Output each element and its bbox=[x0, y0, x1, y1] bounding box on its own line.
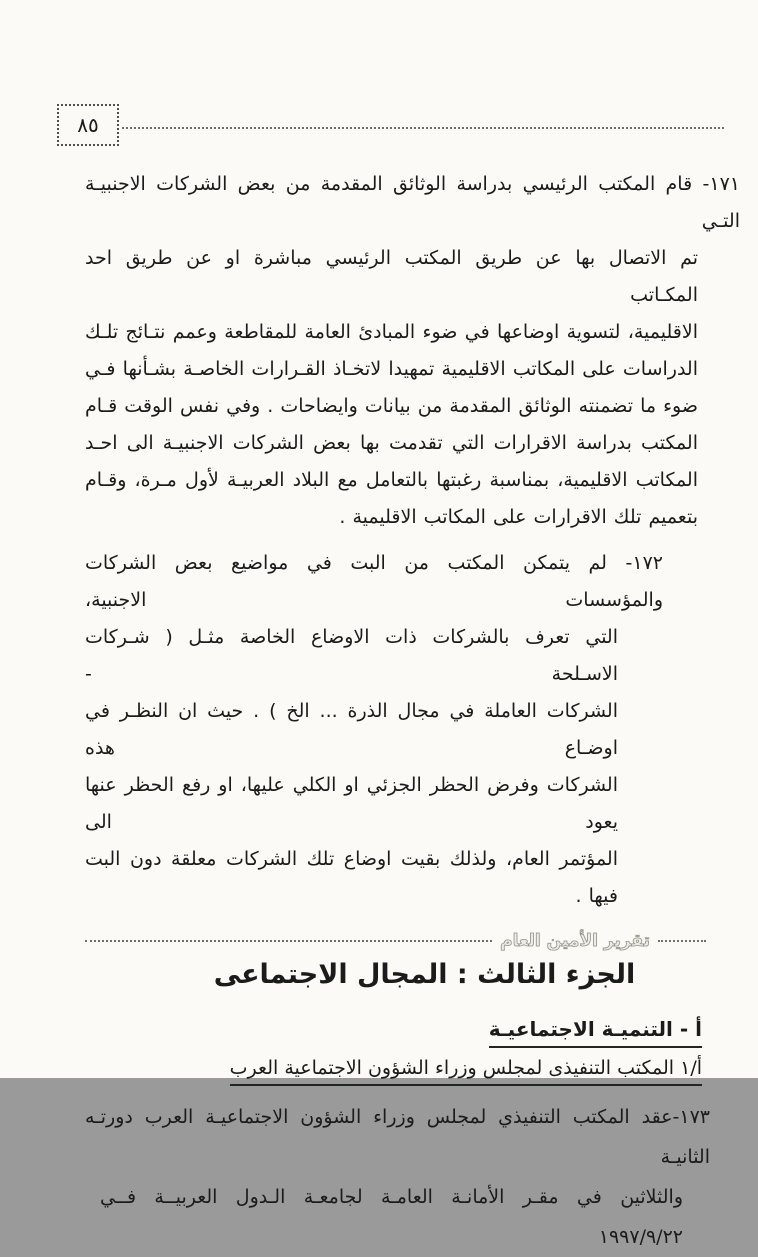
footer-title: تقرير الأمين العام bbox=[500, 931, 650, 951]
paragraph-line: الشركات العاملة في مجال الذرة ... الخ ) . حيث ان النظـر في اوضـاع هذه bbox=[85, 700, 618, 759]
section-heading: الجزء الثالث : المجال الاجتماعى bbox=[213, 959, 636, 990]
paragraph-line: ١٧١- قام المكتب الرئيسي بدراسة الوثائق المقدمة من بعض الشركات الاجنبيـة التـي bbox=[85, 173, 740, 232]
page-number: ٨٥ bbox=[77, 113, 99, 137]
paragraph-line: المكتب بدراسة الاقرارات التي تقدمت بها بعض الشركات الاجنبيـة الى احـد bbox=[85, 432, 698, 454]
paragraph-line: تم الاتصال بها عن طريق المكتب الرئيسي مباشرة او عن طريق احد المكـاتب bbox=[85, 247, 698, 306]
footer-dotted-rule bbox=[85, 940, 492, 942]
page-body bbox=[85, 166, 740, 1257]
paragraph-line: بتعميم تلك الاقرارات على المكاتب الاقليمية . bbox=[339, 506, 698, 528]
paragraph-172 bbox=[85, 545, 663, 915]
subsection-heading-a: أ - التنميـة الاجتماعيـة bbox=[489, 1017, 702, 1048]
paragraph-line: الاقليمية، لتسوية اوضاعها في ضوء المبادئ العامة للمقاطعة وعمم نتـائج تلـك bbox=[85, 321, 698, 343]
paragraph-line: المكاتب الاقليمية، بمناسبة رغبتها بالتعامل مع البلاد العربيـة لأول مـرة، وقـام bbox=[85, 469, 698, 491]
footer-short-rule bbox=[658, 940, 706, 942]
subsection-heading-a1: أ/١ المكتب التنفيذى لمجلس وزراء الشؤون الاجتماعية العرب bbox=[230, 1057, 702, 1086]
paragraph-173 bbox=[85, 1097, 740, 1257]
paragraph-line: الشركات وفرض الحظر الجزئي او الكلي عليها، او رفع الحظر عنها يعود الى bbox=[85, 774, 618, 833]
subsection-a1-row bbox=[85, 1048, 702, 1086]
page-number-box bbox=[57, 104, 119, 146]
paragraph-171 bbox=[85, 166, 740, 536]
paragraph-line: الدراسات على المكاتب الاقليمية تمهيدا لاتخـاذ القـرارات الخاصـة بشـأنها فـي bbox=[85, 358, 698, 380]
paragraph-line: ضوء ما تضمنته الوثائق المقدمة من بيانات وايضاحات . وفي نفس الوقت قـام bbox=[85, 395, 698, 417]
subsection-a-row bbox=[85, 995, 702, 1048]
paragraph-line: ١٧٣-عقد المكتب التنفيذي لمجلس وزراء الشؤون الاجتماعيـة العرب دورتـه الثانيـة bbox=[85, 1106, 710, 1168]
paragraph-line: ١٧٢- لم يتمكن المكتب من البت في مواضيع بعض الشركات والمؤسسات الاجنبية، bbox=[85, 552, 663, 611]
page-header bbox=[57, 104, 724, 146]
paragraph-line: التي تعرف بالشركات ذات الاوضاع الخاصة مثـل ( شـركات الاسـلحة - bbox=[85, 626, 618, 685]
header-dotted-rule bbox=[122, 127, 724, 129]
paragraph-line: والثلاثين في مقـر الأمانـة العامـة لجامعـة الـدول العربيــة فــي ١٩٩٧/٩/٢٢ bbox=[100, 1186, 683, 1248]
paragraph-line: المؤتمر العام، ولذلك بقيت اوضاع تلك الشركات معلقة دون البت فيها . bbox=[85, 848, 618, 907]
page-footer bbox=[85, 928, 706, 954]
